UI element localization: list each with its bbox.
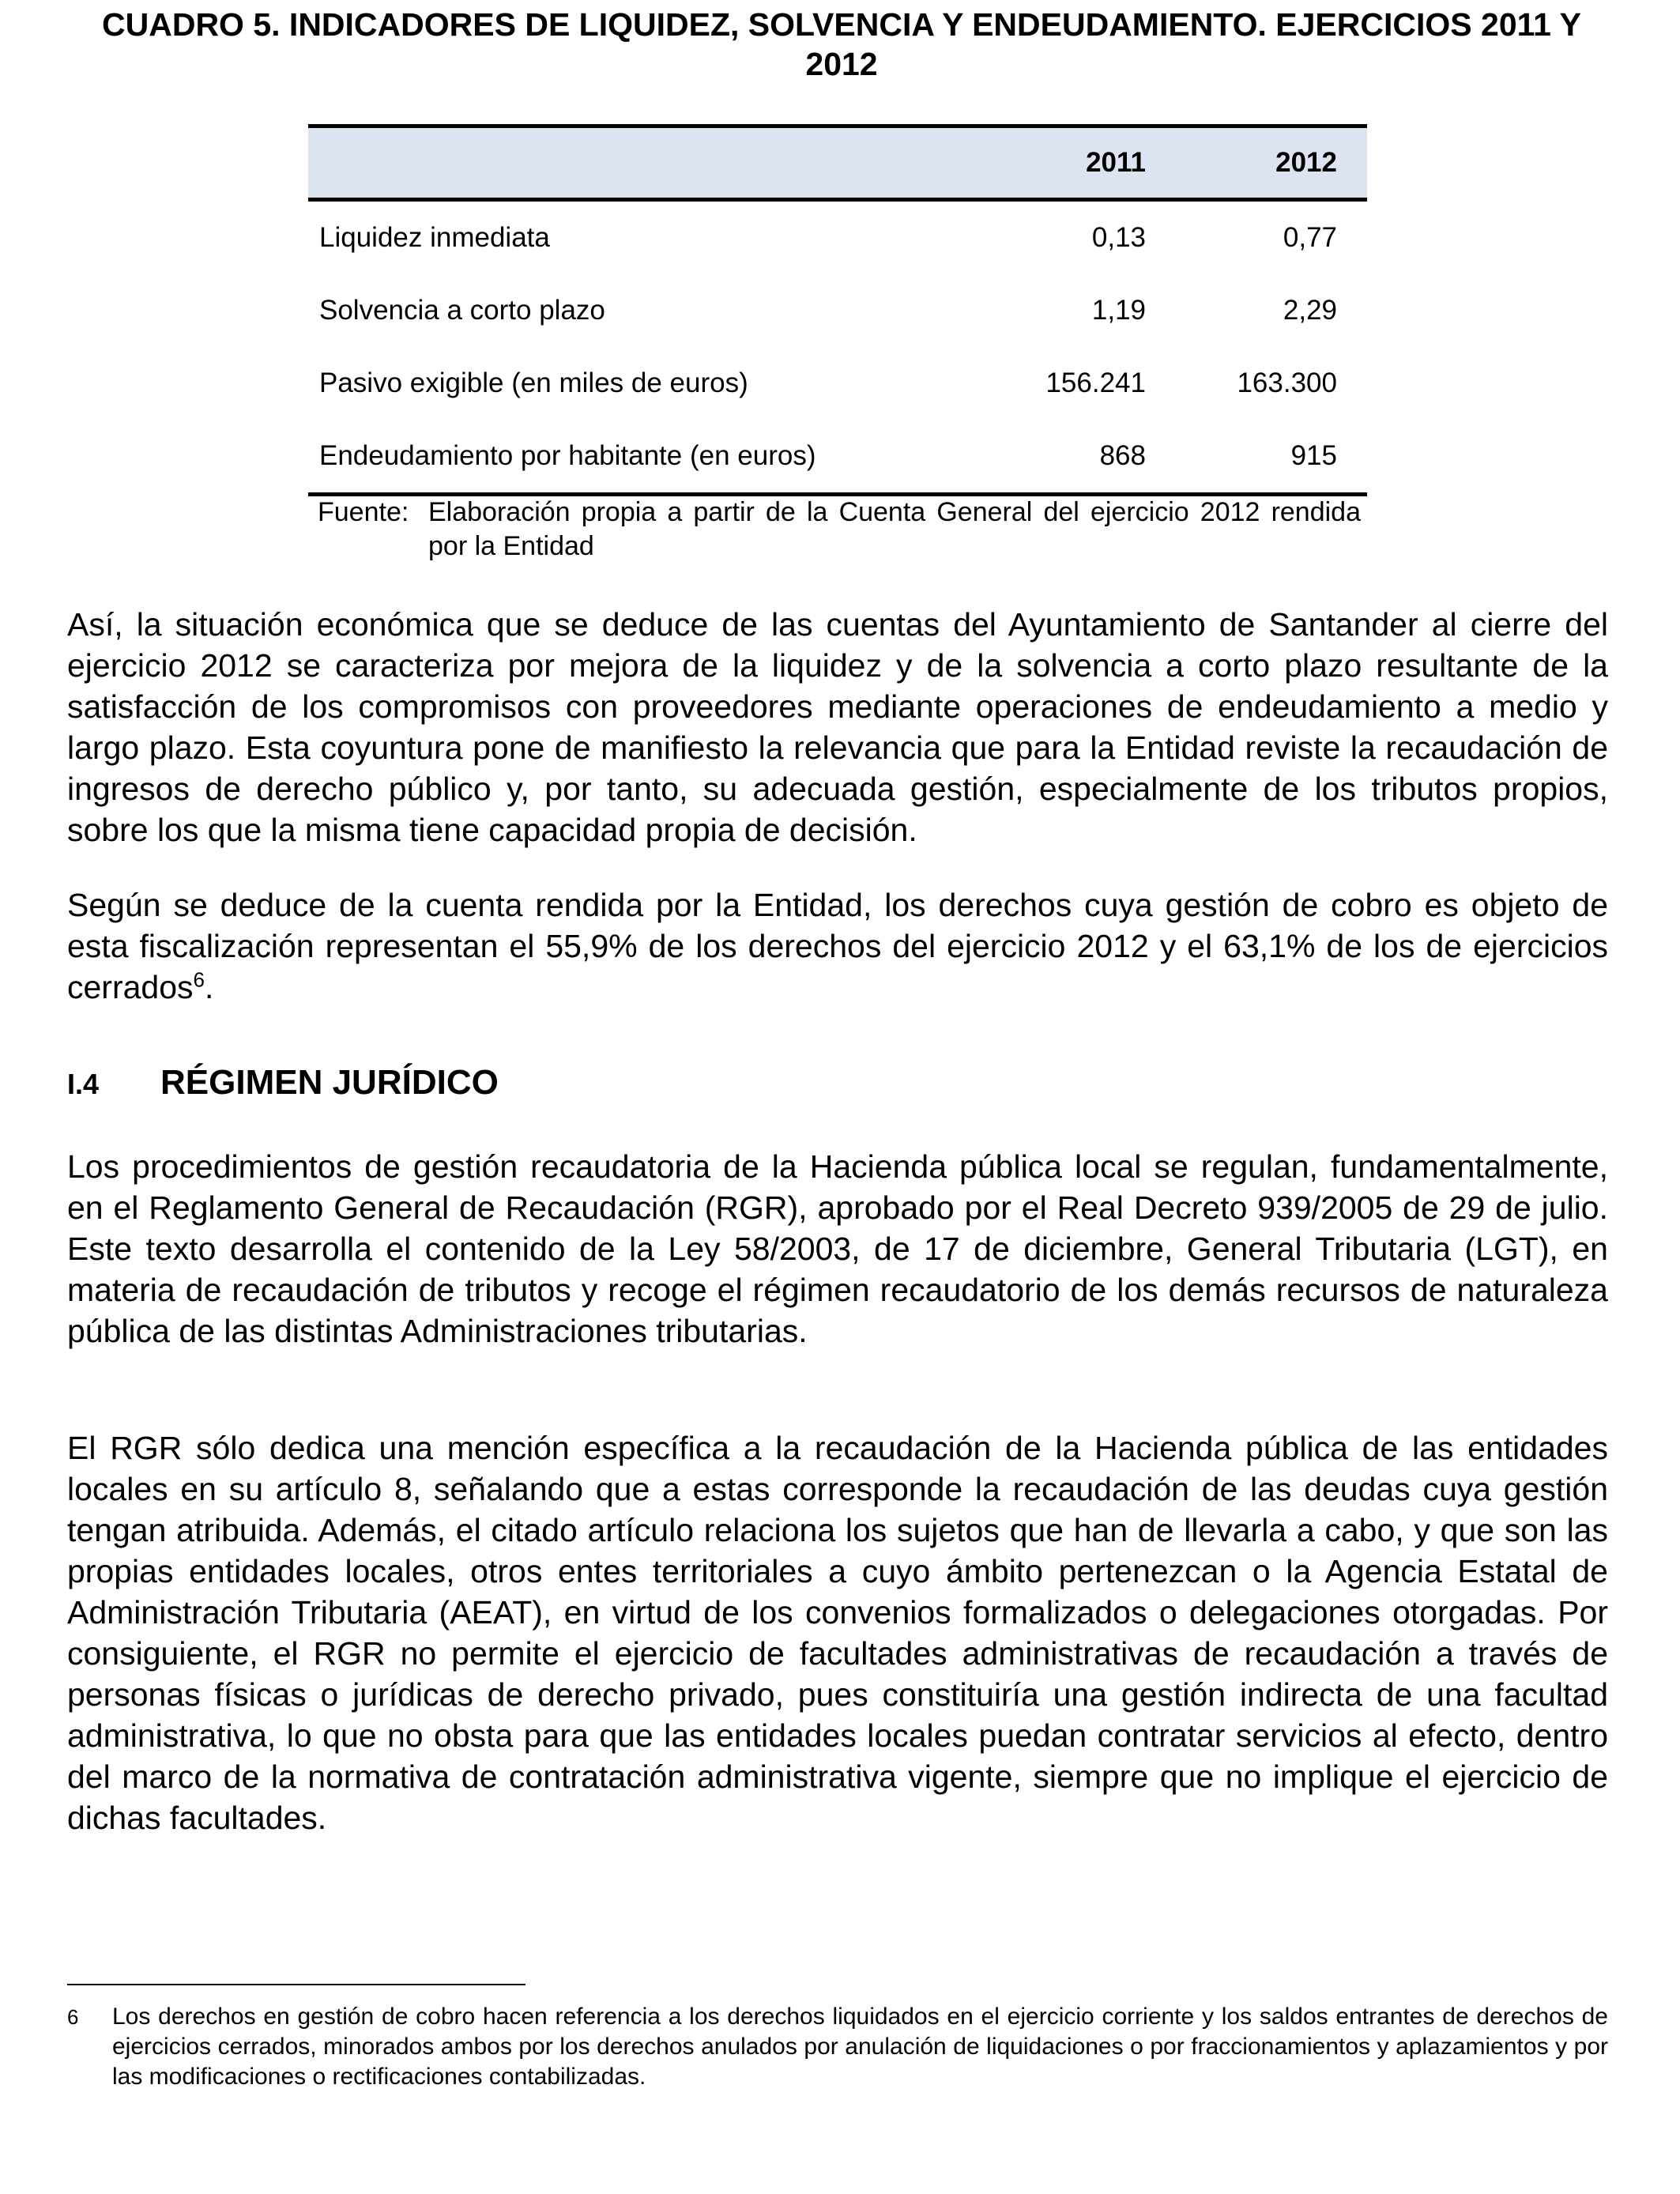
- section-heading: [67, 1063, 499, 1103]
- table-row: [308, 200, 1367, 275]
- paragraph-collection-rights: [67, 884, 1608, 1008]
- row-label: Pasivo exigible (en miles de euros): [319, 368, 748, 398]
- footnote-text: Los derechos en gestión de cobro hacen referencia a los derechos liquidados en el ejercicio corriente y los saldos entrantes de derechos de ejercicios cerrados, minorados ambos por los derechos anulados por anulación de liquidaciones o por fraccionamientos y aplazamientos y por las modificaciones o rectificaciones contabilizadas.: [112, 2004, 1608, 2090]
- table-title: CUADRO 5. INDICADORES DE LIQUIDEZ, SOLVENCIA Y ENDEUDAMIENTO. EJERCICIOS 2011 Y 2012: [102, 6, 1581, 82]
- value-2011: 1,19: [1091, 295, 1146, 326]
- table-source-note: [318, 496, 1361, 564]
- value-2012: 915: [1179, 420, 1367, 495]
- paragraph-economic-situation: Así, la situación económica que se deduce de las cuentas del Ayuntamiento de Santander al cierre del ejercicio 2012 se caracteriza por mejora de la liquidez y de la solvencia a corto plazo resultante de la satisfacción de los compromisos con proveedores mediante operaciones de endeudamiento a medio y largo plazo. Esta coyuntura pone de manifiesto la relevancia que para la Entidad reviste la recaudación de ingresos de derecho público y, por tanto, su adecuada gestión, especialmente de los tributos propios, sobre los que la misma tiene capacidad propia de decisión.: [67, 606, 1608, 848]
- header-2012: 2012: [1179, 126, 1367, 200]
- paragraph-text: Según se deduce de la cuenta rendida por la Entidad, los derechos cuya gestión de cobro es objeto de esta fiscalización representan el 55,9% de los derechos del ejercicio 2012 y el 63,1% de los de ejercicios cerrados: [67, 887, 1608, 1005]
- indicators-table-container: [308, 124, 1367, 496]
- value-2012: 0,77: [1283, 222, 1337, 253]
- footnote-number: 6: [67, 2005, 79, 2029]
- footnote-reference[interactable]: 6: [193, 967, 205, 992]
- value-2011: 868: [988, 420, 1179, 495]
- value-2012: 2,29: [1283, 295, 1337, 326]
- table-row: [308, 274, 1367, 347]
- row-label: Solvencia a corto plazo: [319, 295, 605, 326]
- value-2012: 163.300: [1237, 368, 1337, 398]
- header-2011: 2011: [988, 126, 1179, 200]
- footnote-separator: [67, 1984, 525, 1985]
- indicators-table: [308, 124, 1367, 496]
- paragraph-legal-framework: Los procedimientos de gestión recaudatoria de la Hacienda pública local se regulan, fundamentalmente, en el Reglamento General de Recaudación (RGR), aprobado por el Real Decreto 939/2005 de 29 de julio. Este texto desarrolla el contenido de la Ley 58/2003, de 17 de diciembre, General Tributaria (LGT), en materia de recaudación de tributos y recoge el régimen recaudatorio de los demás recursos de naturaleza pública de las distintas Administraciones tributarias.: [67, 1148, 1608, 1349]
- row-label: Endeudamiento por habitante (en euros): [308, 420, 988, 495]
- paragraph-end: .: [204, 969, 214, 1005]
- table-row: [308, 347, 1367, 420]
- source-label: Fuente:: [318, 497, 409, 527]
- value-2011: 156.241: [1045, 368, 1146, 398]
- table-header-row: [308, 126, 1367, 200]
- value-2011: 0,13: [1091, 222, 1146, 253]
- header-label: [308, 126, 988, 200]
- paragraph-rgr-local-entities: El RGR sólo dedica una mención específica a la recaudación de la Hacienda pública de las entidades locales en su artículo 8, señalando que a estas corresponde la recaudación de las deudas cuya gestión tengan atribuida. Además, el citado artículo relaciona los sujetos que han de llevarla a cabo, y que son las propias entidades locales, otros entes territoriales a cuyo ámbito pertenezcan o la Agencia Estatal de Administración Tributaria (AEAT), en virtud de los convenios formalizados o delegaciones otorgadas. Por consiguiente, el RGR no permite el ejercicio de facultades administrativas de recaudación a través de personas físicas o jurídicas de derecho privado, pues constituiría una gestión indirecta de una facultad administrativa, lo que no obsta para que las entidades locales puedan contratar servicios al efecto, dentro del marco de la normativa de contratación administrativa vigente, siempre que no implique el ejercicio de dichas facultades.: [67, 1430, 1608, 1836]
- section-number: I.4: [67, 1068, 100, 1100]
- table-row: [308, 420, 1367, 495]
- footnote: [67, 2002, 1608, 2092]
- section-title: RÉGIMEN JURÍDICO: [160, 1063, 499, 1102]
- source-text: Elaboración propia a partir de la Cuenta General del ejercicio 2012 rendida por la Entidad: [428, 497, 1361, 561]
- row-label: Liquidez inmediata: [319, 222, 550, 253]
